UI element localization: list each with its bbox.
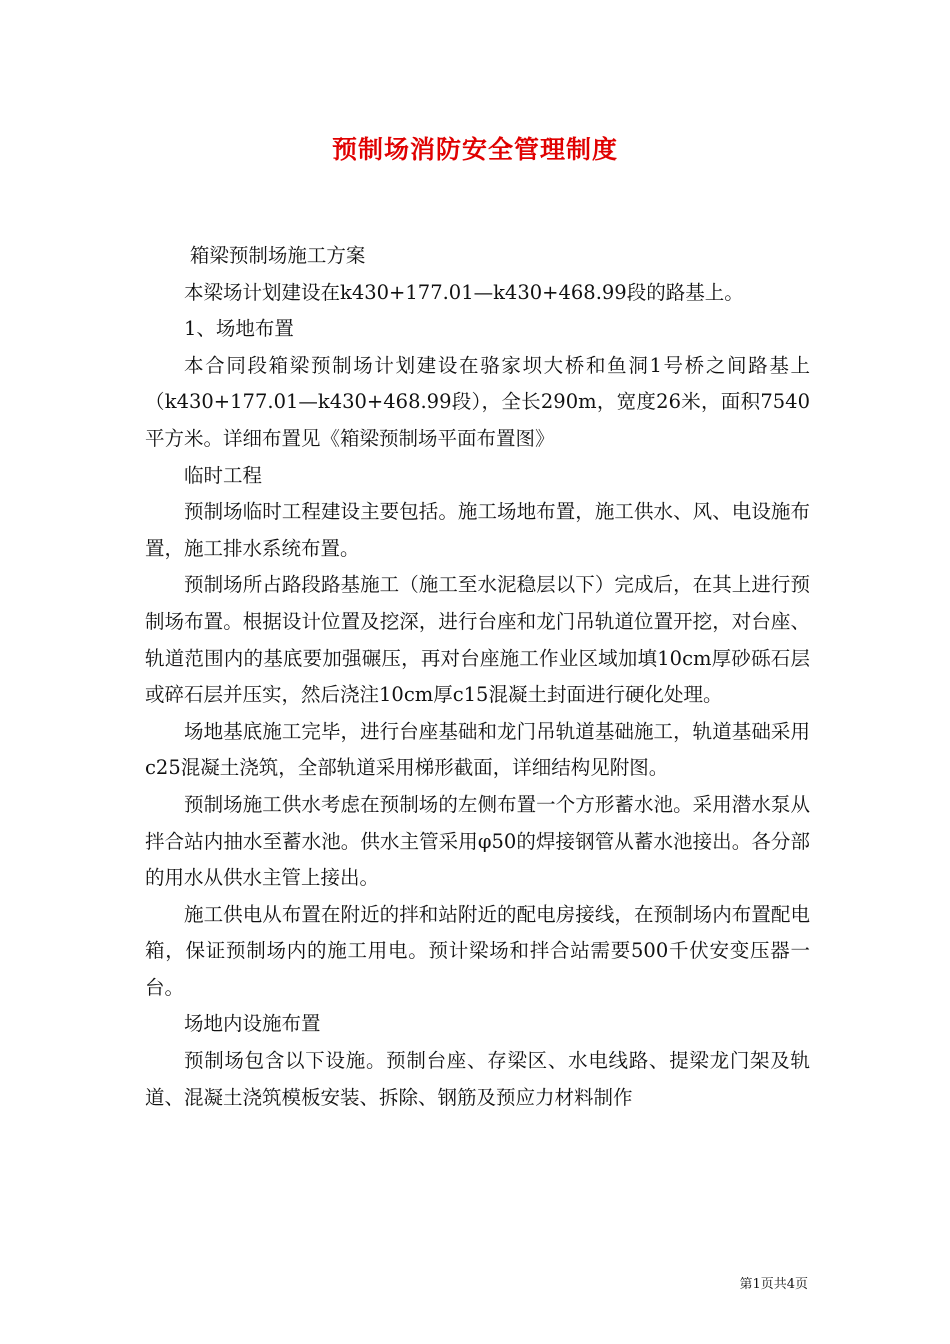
section-heading-temporary-works: 临时工程 [184,463,263,487]
section-heading-plan: 箱梁预制场施工方案 [189,244,366,267]
paragraph-temporary-works: 预制场临时工程建设主要包括。施工场地布置，施工供水、风、电设施布置，施工排水系统布置。 [145,500,810,560]
paragraph-facilities: 预制场包含以下设施。预制台座、存梁区、水电线路、提梁龙门架及轨道、混凝土浇筑模板安装、拆除、钢筋及预应力材料制作 [145,1049,810,1109]
page-number-footer: 第1页共4页 [739,1277,808,1292]
paragraph-power-supply: 施工供电从布置在附近的拌和站附近的配电房接线，在预制场内布置配电箱，保证预制场内的施工用电。预计梁场和拌合站需要500千伏安变压器一台。 [145,902,810,999]
paragraph-location: 本梁场计划建设在k430+177.01—k430+468.99段的路基上。 [184,280,744,304]
page-title: 预制场消防安全管理制度 [331,135,618,164]
paragraph-track-foundation: 场地基底施工完毕，进行台座基础和龙门吊轨道基础施工，轨道基础采用c25混凝土浇筑，全部轨道采用梯形截面，详细结构见附图。 [145,719,810,780]
paragraph-site-layout: 本合同段箱梁预制场计划建设在骆家坝大桥和鱼洞1号桥之间路基上（k430+177.01—k430+468.99段），全长290m，宽度26米，面积7540平方米。详细布置见《箱梁预制场平面布置图》 [145,353,810,450]
section-heading-facilities: 场地内设施布置 [184,1012,321,1036]
paragraph-water-supply: 预制场施工供水考虑在预制场的左侧布置一个方形蓄水池。采用潜水泵从拌合站内抽水至蓄水池。供水主管采用φ50的焊接钢管从蓄水池接出。各分部的用水从供水主管上接出。 [145,792,810,890]
section-heading-site-layout: 1、场地布置 [184,317,294,341]
paragraph-foundation: 预制场所占路段路基施工（施工至水泥稳层以下）完成后，在其上进行预制场布置。根据设计位置及挖深，进行台座和龙门吊轨道位置开挖，对台座、轨道范围内的基底要加强碾压，再对台座施工作业区域加填10cm厚砂砾石层或碎石层并压实，然后浇注10cm厚c15混凝土封面进行硬化处理。 [145,573,810,707]
document-body [145,238,810,1116]
